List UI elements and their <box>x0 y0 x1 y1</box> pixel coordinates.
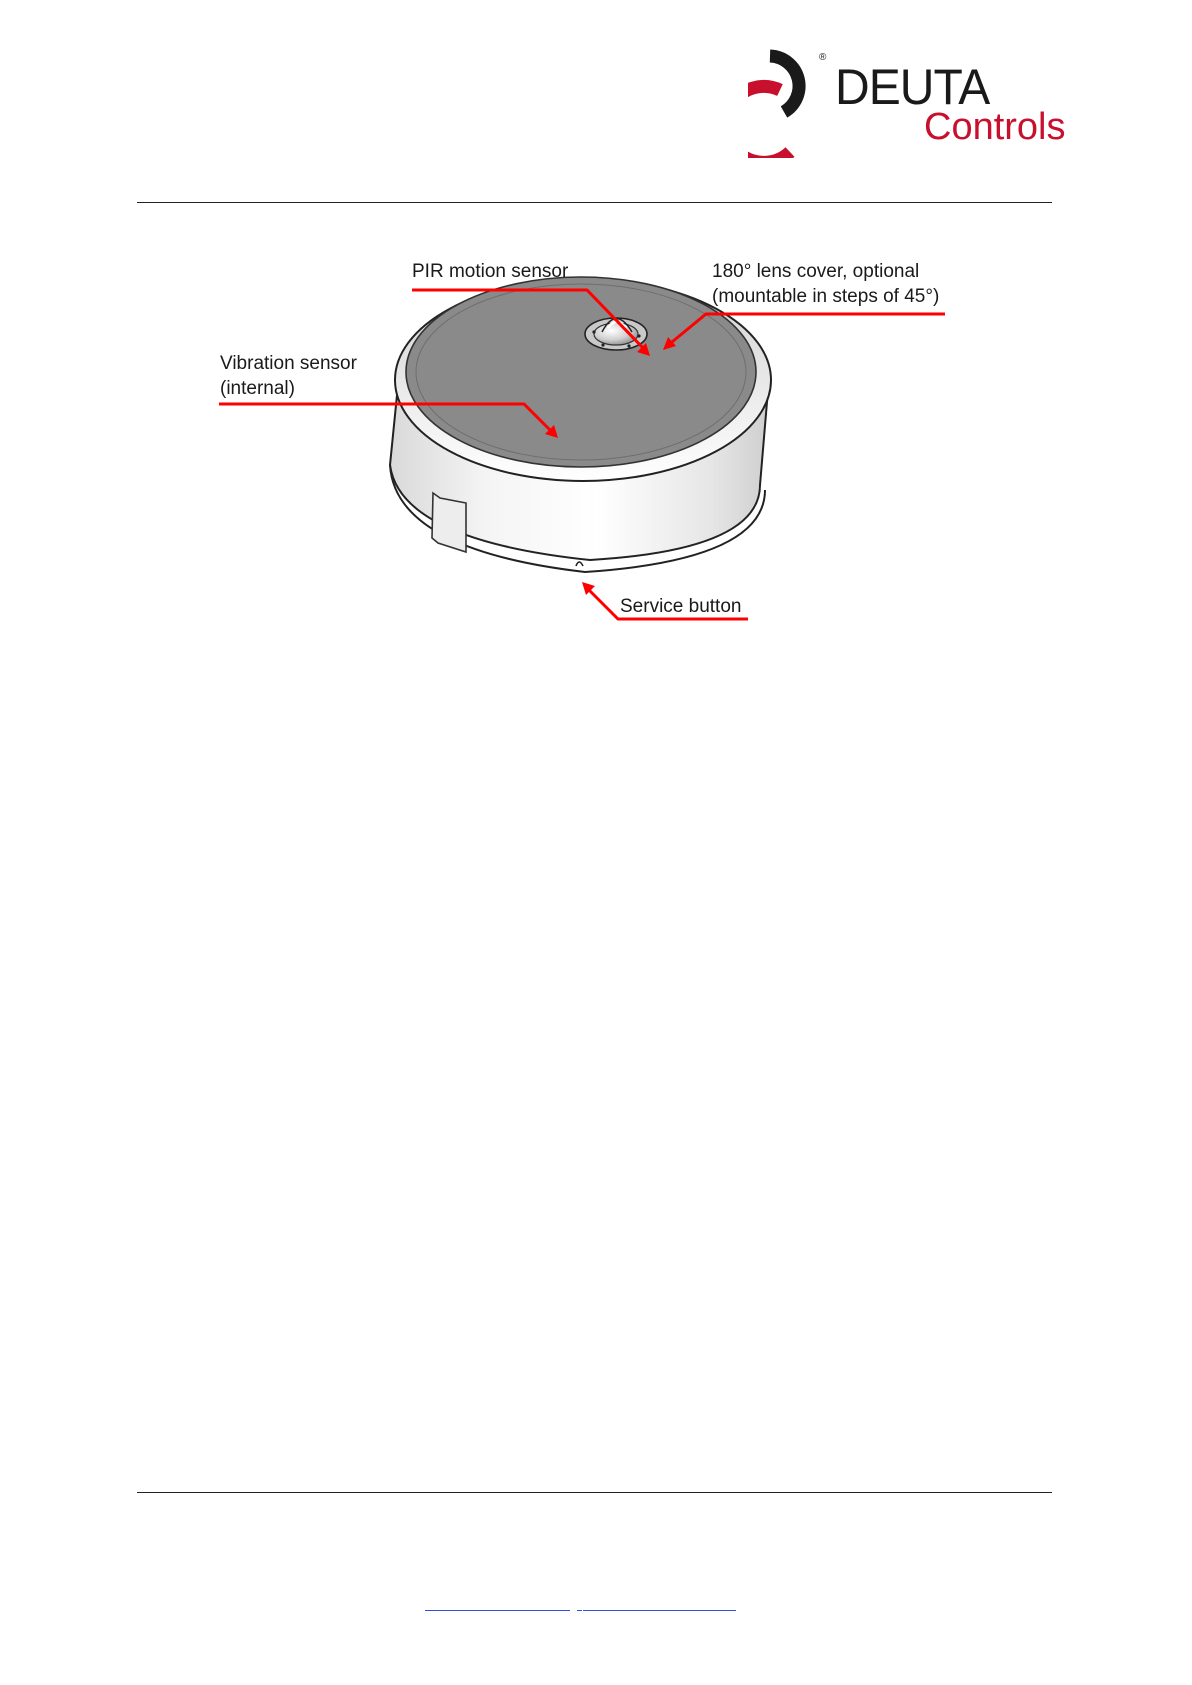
callout-service-button: Service button <box>620 596 742 617</box>
footer-link-separator <box>577 1594 582 1611</box>
footer-link-website[interactable] <box>425 1594 570 1611</box>
footer-link-email[interactable] <box>583 1594 736 1611</box>
service-notch <box>576 562 583 566</box>
logo-wordmark: DEUTA <box>835 59 990 115</box>
registered-mark: ® <box>819 52 827 63</box>
company-logo <box>748 48 1068 168</box>
header-divider <box>137 202 1052 203</box>
footer-divider <box>137 1492 1052 1493</box>
callout-pir-motion-sensor: PIR motion sensor <box>412 261 569 282</box>
callout-vibration-sensor: Vibration sensor <box>220 353 357 374</box>
callout-lens-cover: 180° lens cover, optional <box>712 261 920 282</box>
logo-subword: Controls <box>924 106 1066 148</box>
pir-sensor <box>585 318 647 350</box>
lid-top <box>406 277 756 467</box>
footer-links <box>0 1594 1192 1614</box>
side-panel <box>432 493 466 552</box>
callout-lens-cover-note: (mountable in steps of 45°) <box>712 286 940 307</box>
logo-mark-icon <box>748 48 828 158</box>
callout-vibration-sensor-note: (internal) <box>220 378 295 399</box>
